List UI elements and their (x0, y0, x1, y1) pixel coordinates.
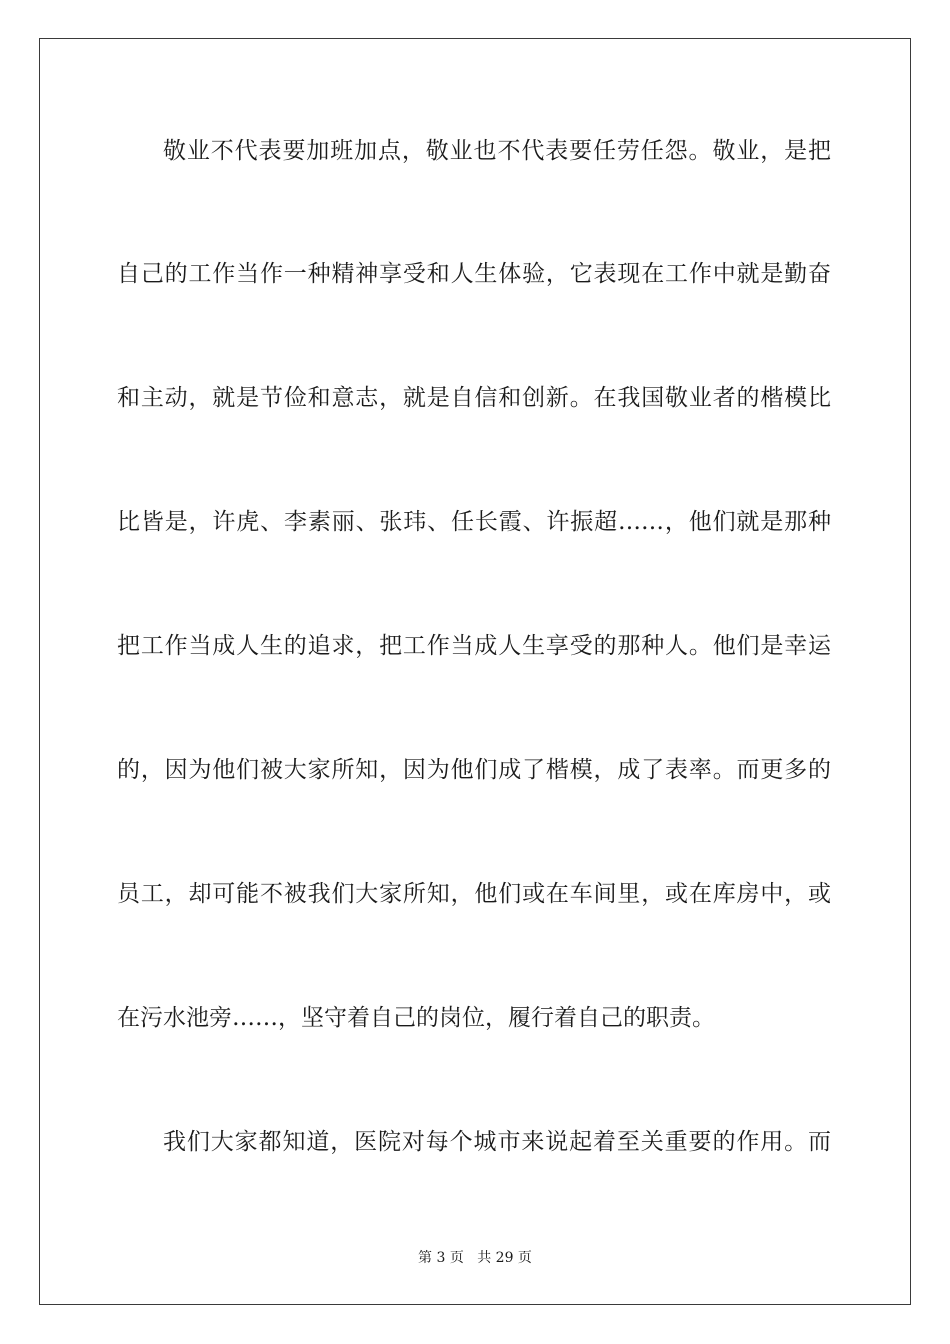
page-total: 共 29 页 (477, 1250, 532, 1266)
page-footer (0, 1249, 950, 1267)
paragraph-1-line-5: 把工作当成人生的追求，把工作当成人生享受的那种人。他们是幸运 (117, 633, 831, 659)
paragraph-1-line-6: 的，因为他们被大家所知，因为他们成了楷模，成了表率。而更多的 (117, 757, 831, 783)
paragraph-1-line-3: 和主动，就是节俭和意志，就是自信和创新。在我国敬业者的楷模比 (117, 385, 831, 411)
page-border (39, 38, 911, 1305)
paragraph-2-line-1: 我们大家都知道，医院对每个城市来说起着至关重要的作用。而 (163, 1129, 831, 1155)
paragraph-1-line-2: 自己的工作当作一种精神享受和人生体验，它表现在工作中就是勤奋 (117, 261, 831, 287)
paragraph-1-line-8: 在污水池旁……，坚守着自己的岗位，履行着自己的职责。 (117, 1005, 715, 1031)
paragraph-1-line-1: 敬业不代表要加班加点，敬业也不代表要任劳任怨。敬业，是把 (163, 138, 831, 164)
paragraph-1-line-7: 员工，却可能不被我们大家所知，他们或在车间里，或在库房中，或 (117, 881, 831, 907)
paragraph-1-line-4: 比皆是，许虎、李素丽、张玮、任长霞、许振超……，他们就是那种 (117, 509, 831, 535)
page-number: 第 3 页 (418, 1250, 464, 1266)
